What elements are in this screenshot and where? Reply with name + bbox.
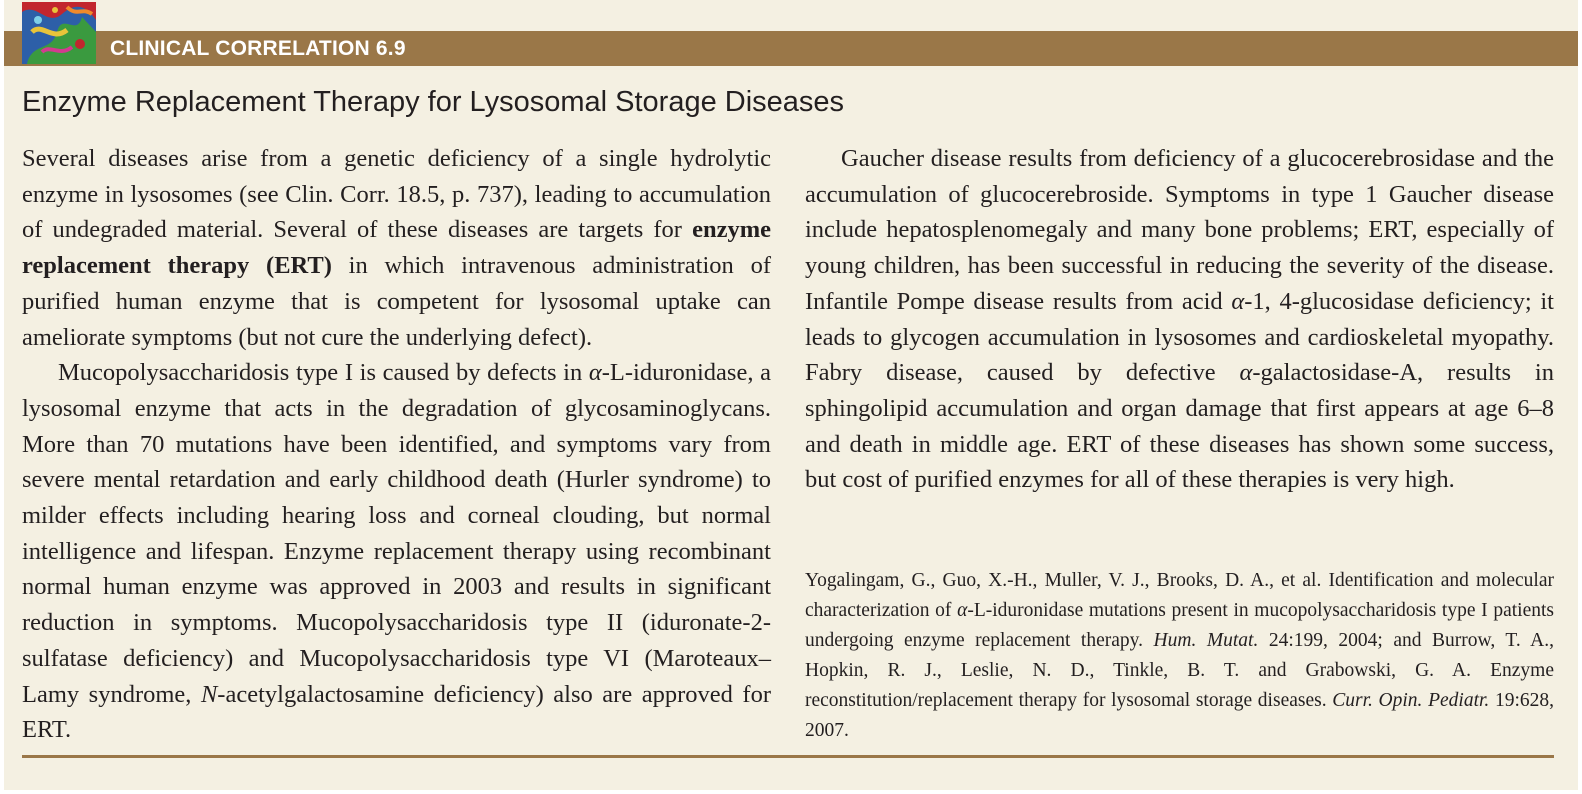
- text-run: 24:199, 2004; and Burrow, T. A., Hopkin, R. J., Leslie, N. D., Tinkle, B. T. and Grabowski, G. A. Enzyme reconstitution/replacement therapy for lysosomal storage diseases.: [805, 630, 1555, 711]
- reference-citation: [805, 566, 1554, 746]
- left-paragraph-1: [22, 141, 771, 355]
- right-paragraph-1: [805, 141, 1554, 498]
- journal-name: Hum. Mutat.: [1153, 630, 1259, 651]
- text-run: -1, 4-glucosidase deficiency; it leads to glycogen accumulation in lysosomes and cardioskeletal myopathy. Fabry disease, caused by defective: [805, 287, 1554, 387]
- text-run: -acetylgalactosamine deficiency) also are approved for ERT.: [22, 680, 771, 744]
- text-run: -L-iduronidase mutations present in mucopolysaccharidosis type I patients undergoing enzyme replacement therapy.: [805, 600, 1554, 651]
- bold-term: enzyme replacement therapy (ERT): [22, 216, 771, 280]
- greek-alpha: α: [1231, 287, 1245, 315]
- text-run: -L-iduronidase, a lysosomal enzyme that acts in the degradation of glycosaminoglycans. More than 70 mutations have been identified, and symptoms vary from severe mental retardation and early childhood death (Hurler syndrome) to milder effects including hearing loss and corneal clouding, but normal intelligence and lifespan. Enzyme replacement therapy using recombinant normal human enzyme was approved in 2003 and results in significant reduction in symptoms. Mucopolysaccharidosis type II (iduronate-2-sulfatase deficiency) and Mucopolysaccharidosis type VI (Maroteaux–Lamy syndrome,: [22, 359, 771, 708]
- right-column: [805, 141, 1554, 498]
- greek-alpha: α: [588, 359, 602, 387]
- page-title: Enzyme Replacement Therapy for Lysosomal Storage Diseases: [22, 86, 845, 118]
- left-paragraph-2: [22, 355, 771, 748]
- text-run: 19:628, 2007.: [805, 690, 1554, 741]
- text-run: Several diseases arise from a genetic deficiency of a single hydrolytic enzyme in lysosomes (see Clin. Corr. 18.5, p. 737), leading to accumulation of undegraded material. Several of these diseases are targets for: [22, 145, 771, 244]
- text-run: Yogalingam, G., Guo, X.-H., Muller, V. J., Brooks, D. A., et al. Identification and molecular characterization of: [805, 570, 1554, 621]
- banner-label: CLINICAL CORRELATION 6.9: [110, 37, 406, 60]
- journal-name: Curr. Opin. Pediatr.: [1332, 690, 1490, 711]
- text-run: -galactosidase-A, results in sphingolipid accumulation and organ damage that first appears at age 6–8 and death in middle age. ERT of these diseases has shown some success, but cost of purified enzymes for all of these therapies is very high.: [805, 359, 1554, 494]
- bottom-rule: [22, 755, 1554, 758]
- molecular-structure-image: [22, 2, 96, 64]
- greek-alpha: α: [957, 600, 968, 621]
- text-run: in which intravenous administration of purified human enzyme that is competent for lysosomal uptake can ameliorate symptoms (but not cure the underlying defect).: [22, 252, 771, 351]
- text-run: Gaucher disease results from deficiency of a glucocerebrosidase and the accumulation of glucocerebroside. Symptoms in type 1 Gaucher disease include hepatosplenomegaly and many bone problems; ERT, especially of young children, has been successful in reducing the severity of the disease. Infantile Pompe disease results from acid: [805, 145, 1554, 315]
- text-run: Mucopolysaccharidosis type I is caused by defects in: [58, 359, 589, 387]
- italic-letter: N: [200, 680, 218, 708]
- left-column: [22, 141, 771, 748]
- greek-alpha: α: [1239, 359, 1253, 387]
